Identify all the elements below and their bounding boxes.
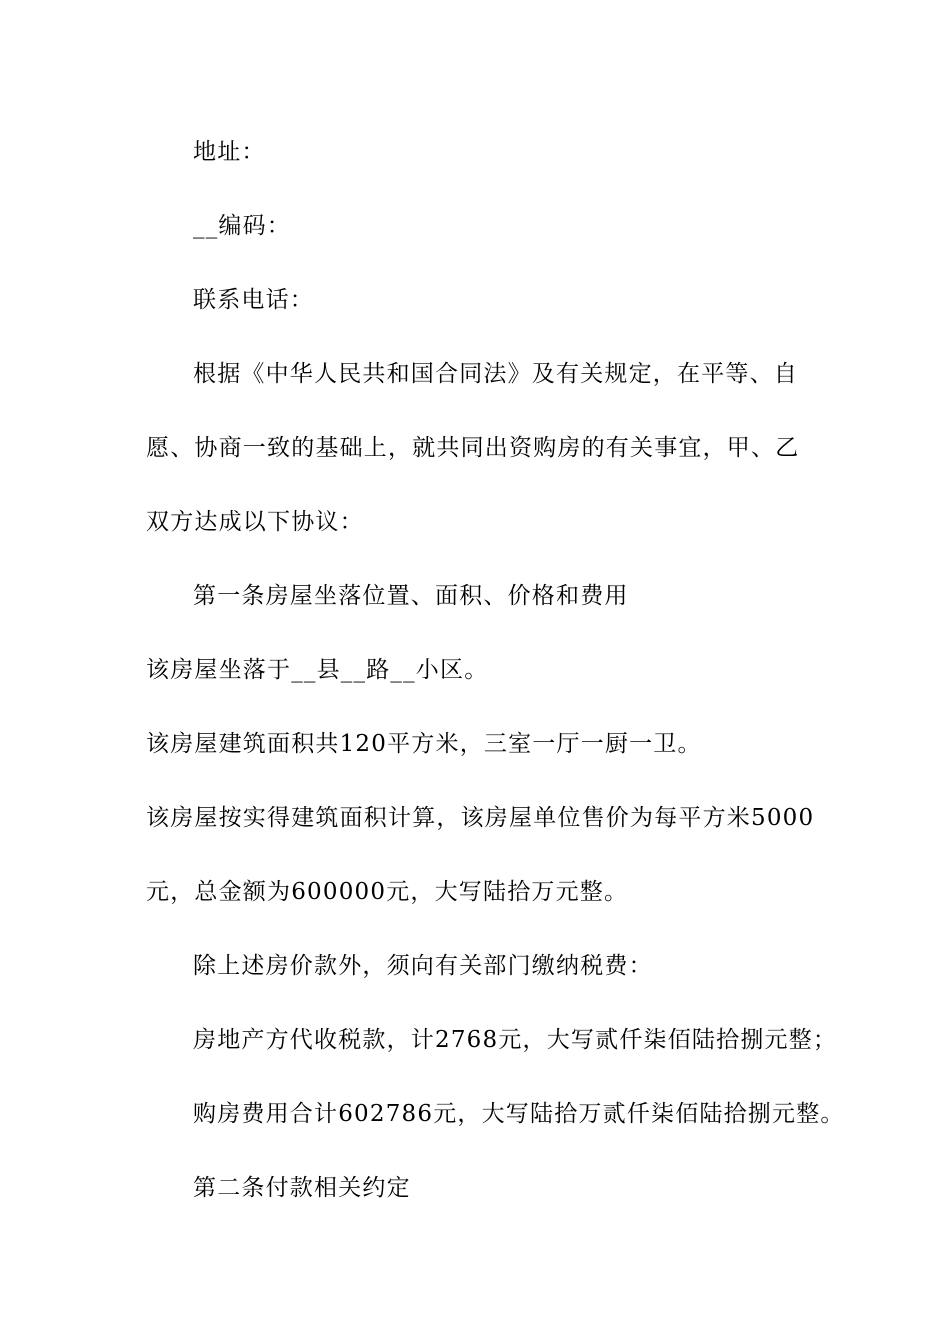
intro-paragraph-line-2: 愿、协商一致的基础上，就共同出资购房的有关事宜，甲、乙 [146,435,800,461]
taxes-intro-text: 除上述房价款外，须向有关部门缴纳税费： [193,953,653,979]
intro-paragraph-line-3: 双方达成以下协议： [146,509,364,535]
postal-code-label: __编码： [193,213,291,239]
article-1-heading: 第一条房屋坐落位置、面积、价格和费用 [193,583,629,609]
price-paragraph-line-1: 该房屋按实得建筑面积计算，该房屋单位售价为每平方米5000 [146,805,815,831]
price-paragraph-line-2: 元，总金额为600000元，大写陆拾万元整。 [146,879,629,905]
article-2-heading: 第二条付款相关约定 [193,1175,411,1201]
house-area-text: 该房屋建筑面积共120平方米，三室一厅一厨一卫。 [146,731,702,757]
phone-label: 联系电话： [193,287,314,313]
intro-paragraph-line-1: 根据《中华人民共和国合同法》及有关规定，在平等、自 [193,361,798,387]
house-location-text: 该房屋坐落于__县__路__小区。 [146,657,489,683]
address-label: 地址： [193,139,266,165]
total-cost-text: 购房费用合计602786元，大写陆拾万贰仟柒佰陆拾捌元整。 [193,1101,845,1127]
tax-amount-text: 房地产方代收税款，计2768元，大写贰仟柒佰陆拾捌元整； [193,1027,838,1053]
